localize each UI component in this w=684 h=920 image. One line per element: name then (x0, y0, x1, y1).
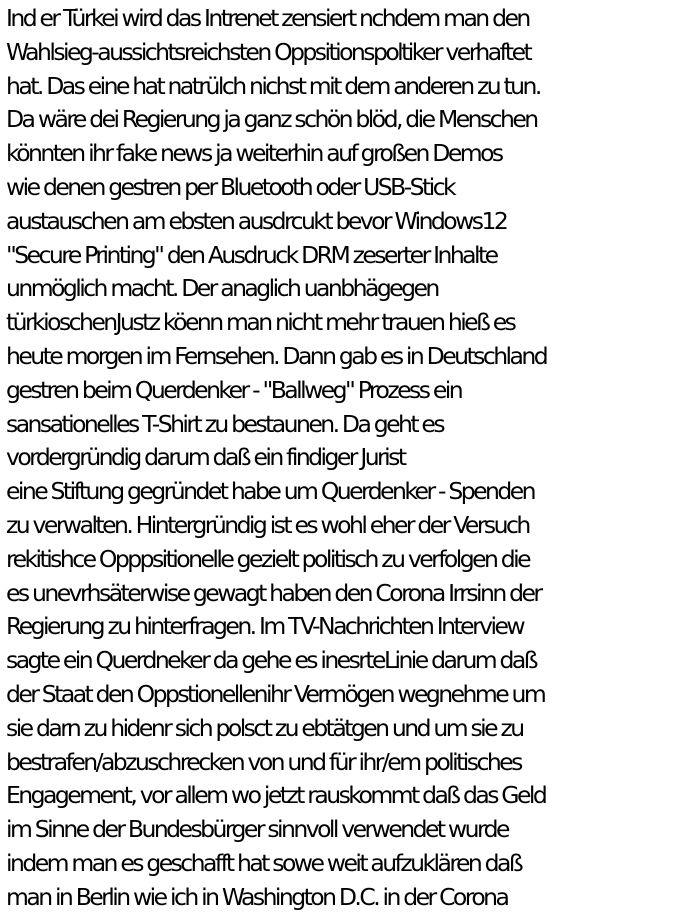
text-line-14: vordergründig darum daß ein findiger Jurist (6, 443, 405, 472)
text-line-8: "Secure Printing" den Ausdruck DRM zeserter Inhalte (6, 240, 497, 269)
text-line-27: man in Berlin wie ich in Washington D.C. in der Corona (6, 882, 508, 911)
text-line-23: bestrafen/abzuschrecken von und für ihr/em politisches (6, 747, 521, 776)
text-line-16: zu verwalten. Hintergründig ist es wohl eher der Versuch (6, 510, 529, 539)
text-line-21: der Staat den Oppstionellenihr Vermögen wegnehme um (6, 679, 545, 708)
text-line-19: Regierung zu hinterfragen. Im TV-Nachrichten Interview (6, 612, 524, 641)
document-text (6, 2, 684, 915)
text-line-18: es unevrhsäterwise gewagt haben den Corona Irrsinn der (6, 578, 541, 607)
text-line-17: rekitishce Opppsitionelle gezielt politisch zu verfolgen die (6, 544, 530, 573)
text-line-13: sansationelles T-Shirt zu bestaunen. Da geht es (6, 409, 444, 438)
text-line-9: unmöglich macht. Der anaglich uanbhägegen (6, 274, 438, 303)
text-line-4: Da wäre dei Regierung ja ganz schön blöd, die Menschen (6, 105, 537, 134)
text-line-25: im Sinne der Bundesbürger sinnvoll verwendet wurde (6, 815, 508, 844)
text-line-6: wie denen gestren per Bluetooth oder USB-Stick (6, 172, 455, 201)
text-line-2: Wahlsieg-aussichtsreichsten Oppsitionspoltiker verhaftet (6, 37, 531, 66)
text-line-5: könnten ihr fake news ja weiterhin auf großen Demos (6, 139, 502, 168)
text-line-12: gestren beim Querdenker - "Ballweg" Prozess ein (6, 375, 462, 404)
text-line-15: eine Stiftung gegründet habe um Querdenker - Spenden (6, 477, 534, 506)
text-line-26: indem man es geschafft hat sowe weit aufzuklären daß (6, 848, 522, 877)
text-line-11: heute morgen im Fernsehen. Dann gab es in Deutschland (6, 341, 547, 370)
text-line-3: hat. Das eine hat natrülch nichst mit dem anderen zu tun. (6, 71, 540, 100)
text-line-24: Engagement, vor allem wo jetzt rauskommt daß das Geld (6, 781, 546, 810)
text-line-20: sagte ein Querdneker da gehe es inesrteLinie darum daß (6, 646, 537, 675)
text-line-1: Ind er Türkei wird das Intrenet zensiert nchdem man den (6, 4, 529, 32)
text-line-7: austauschen am ebsten ausdrcukt bevor Windows12 (6, 206, 507, 235)
text-line-22: sie darn zu hidenr sich polsct zu ebtätgen und um sie zu (6, 713, 523, 742)
text-line-10: türkioschenJustz köenn man nicht mehr trauen hieß es (6, 308, 515, 337)
